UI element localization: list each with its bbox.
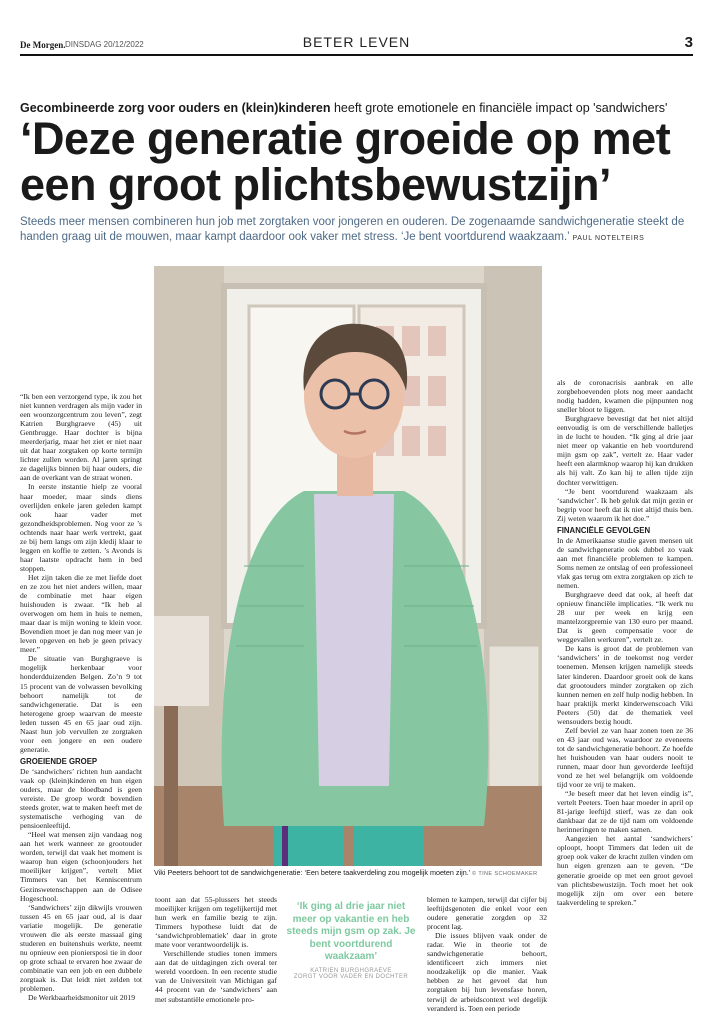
lead-paragraph xyxy=(20,215,690,246)
subheading: GROEIENDE GROEP xyxy=(20,756,98,766)
paragraph: “Ik ben een verzorgend type, ik zou het niet kunnen verdragen als mijn vader in een woonzorgcentrum zou leven”, zegt Katrien Burghgraeve (45) uit Gentbrugge. Haar dochter is bijna meerderjarig, maar het ziet er niet naar uit dat haar zorgtaken op korte termijn lichter zullen worden. Al jaren springt ze dagelijks binnen bij haar ouders, die aan de overkant van de straat wonen. xyxy=(20,392,142,483)
paragraph: toont aan dat 55-plussers het steeds moeilijker krijgen om tegelijkertijd met hun werk en familie bezig te zijn. Timmers hypothese luidt dat de ‘sandwichproblematiek’ daar in grote mate voor verantwoordelijk is. xyxy=(155,895,277,950)
subheading: FINANCIËLE GEVOLGEN xyxy=(557,525,651,535)
section-title: BETER LEVEN xyxy=(302,34,411,50)
paragraph: ‘Sandwichers’ zijn dikwijls vrouwen tussen 45 en 65 jaar oud, al is daar variatie mogelijk. De generatie vrouwen die als eerste massaal ging studeren en buitenshuis werkte, neemt nu opnieuw een pioniersposi tie in door op grote schaal te ervaren hoe zwaar de combinatie van een job en een dubbele zorgtaak is. Dat leidt niet zelden tot problemen. xyxy=(20,902,142,994)
paragraph: De kans is groot dat de problemen van ‘sandwichers’ in de toekomst nog verder toenemen. Mensen krijgen namelijk steeds later kinderen. Daardoor groeit ook de kans dat grootouders minder zorgtaken op zich kunnen nemen en zelf hulp nodig hebben. In haar praktijk merkt kinderwenscoach Viki Peeters (50) dat de thematiek veel wensouders bezig houdt. xyxy=(557,644,693,726)
issue-date: DINSDAG 20/12/2022 xyxy=(65,40,144,49)
pull-quote-attribution: KATRIEN BURGHGRAEVE xyxy=(310,967,392,974)
paragraph: In eerste instantie hielp ze vooral haar moeder, maar sinds diens overlijden enkele jaren geleden kampt ook haar vader met gezondheidsproblemen. Nog voor ze ’s ochtends naar haar werk vertrekt, gaat ze bij hem langs om zijn kledij klaar te leggen en koffie te zetten. ’s Avonds is haar laatste opdracht hem in bed stoppen. xyxy=(20,482,142,573)
paragraph: In de Amerikaanse studie gaven mensen uit de sandwichgeneratie ook dubbel zo vaak aan met financiële problemen te kampen. Soms nemen ze ontslag of een professioneel vlak gas terug om extra zorgtaken op zich te nemen. xyxy=(557,535,693,591)
caption-text: Viki Peeters behoort tot de sandwichgeneratie: ‘Een betere taakverdeling zou mogelijk moeten zijn.’ xyxy=(154,868,471,877)
pull-quote xyxy=(285,901,417,980)
headline: ‘Deze generatie groeide op met een groot plichtsbewustzijn’ xyxy=(20,113,671,210)
paragraph: Het zijn taken die ze met liefde doet en ze zou het niet anders willen, maar de combinatie met haar eigen huishouden is zwaar. “Ik heb al overwogen om hem in huis te nemen, maar daar is mijn woning te klein voor. Bovendien moet je dan nog meer van je leven opgeven en heb je geen privacy meer.” xyxy=(20,572,142,655)
paragraph: Burghgraeve deed dat ook, al heeft dat opnieuw financiële implicaties. “Ik werk nu 28 uur per week en krijg een mantelzorgpremie van 130 euro per maand. Dat is geen compensatie voor de weggevallen werkuren”, vertelt ze. xyxy=(557,590,693,645)
portrait-illustration xyxy=(154,266,542,866)
article-column-4 xyxy=(557,378,693,1018)
paragraph: “Heel wat mensen zijn vandaag nog aan het werk wanneer ze grootouder worden, terwijl dat vaak het moment is waarop hun eigen (schoon)ouders het moeilijker krijgen”, vertelt Miet Timmers van het Kenniscentrum Gezinswetenschappen aan de Odisee Hogeschool. xyxy=(20,830,142,903)
byline: PAUL NOTELTEIRS xyxy=(572,235,645,242)
paragraph: Burghgraeve bevestigt dat het niet altijd eenvoudig is om de verschillende balletjes in de lucht te houden. “Ik ging al drie jaar niet meer op vakantie en heb voortdurend mijn gsm op zak”, vertelt ze. Haar vader heeft een alarmknop waarop hij kan drukken als hij valt. Zo kan hij te allen tijde zijn dochter verwittigen. xyxy=(557,414,693,487)
paragraph: De Werkbaarheidsmonitor uit 2019 xyxy=(28,993,136,1003)
paragraph: “Je beseft meer dat het leven eindig is”, vertelt Peeters. Toen haar moeder in april op 81-jarige leeftijd stierf, was ze dan ook dankbaar dat ze de tijd nam om voldoende herinneringen te maken samen. xyxy=(557,789,693,835)
header-divider xyxy=(20,54,693,56)
pull-quote-role: ZORGT VOOR VADER EN DOCHTER xyxy=(293,973,409,980)
paragraph: Die issues blijven vaak onder de radar. Wie in theorie tot de sandwichgeneratie behoort, identificeert zich immers niet noodzakelijk op die manier. Vaak hebben ze het gevoel dat hun zorgtaken bij hun levensfase horen, terwijl de arbeidscontext wel degelijk veranderd is. Toen een periode xyxy=(427,931,547,1013)
kicker-bold: Gecombineerde zorg voor ouders en (klein)kinderen xyxy=(20,101,331,115)
paragraph: als de coronacrisis aanbrak en alle zorgbehoevenden plots nog meer aandacht nodig hadden, kwamen die pijnpunten nog sneller bloot te liggen. xyxy=(557,378,693,415)
article-column-3 xyxy=(427,895,547,1015)
kicker-rest: heeft grote emotionele en financiële impact op 'sandwichers' xyxy=(330,101,668,115)
photo-credit: © TINE SCHOEMAKER xyxy=(472,871,538,877)
photo-caption xyxy=(154,868,549,877)
paragraph: De ‘sandwichers’ richten hun aandacht vaak op (klein)kinderen en hun eigen ouders, maar de bloedband is geen vereiste. De groep wordt bovendien steeds groter, wat te maken heeft met de systematische verhoging van de pensioenleeftijd. xyxy=(20,766,142,831)
newspaper-logo: De Morgen. xyxy=(20,40,66,50)
article-column-2 xyxy=(155,895,277,1015)
lead-text: Steeds meer mensen combineren hun job met zorgtaken voor jongeren en ouderen. De zogenaamde sandwichgeneratie steekt de handen graag uit de mouwen, maar kampt daardoor ook vaker met stress. ‘Je bent voortdurend waakzaam.’ xyxy=(20,216,685,243)
paragraph: Zelf beviel ze van haar zonen toen ze 36 en 43 jaar oud was, waardoor ze eveneens tot de sandwichgeneratie behoort. Ze hoefde het huishouden van haar ouders nooit te runnen, maar door hun gevorderde leeftijd vond ze het wel belangrijk om voldoende tijd voor ze vrij te maken. xyxy=(557,725,693,790)
paragraph: “Je bent voortdurend waakzaam als ‘sandwicher’. Ik heb geluk dat mijn gezin er begrip voor heeft dat ik niet altijd thuis ben. Zij weten waarom ik het doe.” xyxy=(557,486,693,523)
pull-quote-text: ‘Ik ging al drie jaar niet meer op vakantie en heb steeds mijn gsm op zak. Je bent voortdurend waakzaam’ xyxy=(286,901,416,962)
page-number: 3 xyxy=(684,34,693,51)
article-photo xyxy=(154,266,542,866)
paragraph: Verschillende studies tonen immers aan dat de uitdagingen zich overal ter wereld voordoen. In een recente studie van de Universiteit van Michigan gaf 44 procent van de ‘sandwichers’ aan met substantiële emotionele pro- xyxy=(155,949,277,1004)
article-column-1 xyxy=(20,392,142,1012)
paragraph: Aangezien het aantal ‘sandwichers’ oploopt, hoopt Timmers dat leden uit de groep ook vaker de kracht zullen vinden om hun eigen grenzen aan te geven. “De generatie groeide op met een groot gevoel van plichtsbewustzijn. Toch moet het ook mogelijk zijn om over een betere taakverdeling te spreken.” xyxy=(557,834,693,907)
paragraph: blemen te kampen, terwijl dat cijfer bij leeftijdsgenoten die enkel voor een oudere generatie zorgden op 32 procent lag. xyxy=(427,895,547,932)
paragraph: De situatie van Burghgraeve is mogelijk herkenbaar voor honderdduizenden Belgen. Zo’n 9 tot 15 procent van de volwassen bevolking behoort namelijk tot de sandwichgeneratie. Dat is een heterogene groep waarvan de meeste leden tussen 45 en 65 jaar oud zijn. Naast hun job vervullen ze zorgtaken voor een jongere en een oudere generatie. xyxy=(20,654,142,754)
